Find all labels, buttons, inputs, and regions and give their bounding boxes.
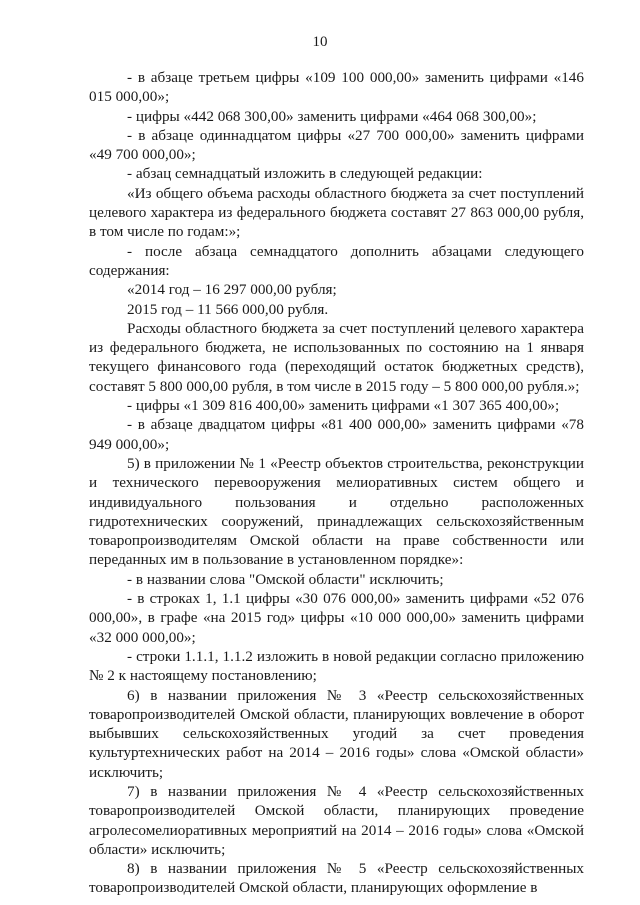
paragraph: - после абзаца семнадцатого дополнить абзацами следующего содержания: [89,242,584,279]
paragraph: 6) в названии приложения № 3 «Реестр сельскохозяйственных товаропроизводителей Омской области, планирующих вовлечение в оборот выбывших сельскохозяйственных угодий за счет проведения культуртехнических работ на 2014 – 2016 годы» слова «Омской области» исключить; [89,686,584,781]
paragraph: - в названии слова "Омской области" исключить; [127,570,444,588]
paragraph: - цифры «1 309 816 400,00» заменить цифрами «1 307 365 400,00»; [127,397,560,415]
paragraph: «2014 год – 16 297 000,00 рубля; [127,281,337,299]
paragraph: - в абзаце двадцатом цифры «81 400 000,00» заменить цифрами «78 949 000,00»; [89,416,584,453]
page-number: 10 [312,34,328,50]
paragraph: - в абзаце третьем цифры «109 100 000,00» заменить цифрами «146 015 000,00»; [89,69,584,106]
paragraph: 2015 год – 11 566 000,00 рубля. [127,300,329,318]
paragraph: 8) в названии приложения № 5 «Реестр сельскохозяйственных товаропроизводителей Омской области, планирующих оформление в [89,860,584,897]
paragraph: 5) в приложении № 1 «Реестр объектов строительства, реконструкции и технического перевооружения мелиоративных систем общего и индивидуального пользования и отдельно расположенных гидротехнических сооружений, принадлежащих сельскохозяйственным товаропроизводителям Омской области на праве собственности или переданных им в пользование в установленном порядке»: [89,454,584,569]
paragraph: 7) в названии приложения № 4 «Реестр сельскохозяйственных товаропроизводителей Омской области, планирующих проведение агролесомелиоративных мероприятий на 2014 – 2016 годы» слова «Омской области» исключить; [89,782,584,858]
paragraph: Расходы областного бюджета за счет поступлений целевого характера из федерального бюджета, не использованных по состоянию на 1 января текущего финансового года (переходящий остаток бюджетных средств), составят 5 800 000,00 рубля, в том числе в 2015 году – 5 800 000,00 рубля.»; [89,319,584,395]
paragraph: - в строках 1, 1.1 цифры «30 076 000,00» заменить цифрами «52 076 000,00», в графе «на 2015 год» цифры «10 000 000,00» заменить цифрами «32 000 000,00»; [89,590,584,646]
paragraph: - строки 1.1.1, 1.1.2 изложить в новой редакции согласно приложению № 2 к настоящему постановлению; [89,647,584,685]
paragraph: - цифры «442 068 300,00» заменить цифрами «464 068 300,00»; [127,107,537,125]
document-body [89,68,584,898]
paragraph: «Из общего объема расходы областного бюджета за счет поступлений целевого характера из федерального бюджета составят 27 863 000,00 рубля, в том числе по годам:»; [89,184,584,241]
paragraph: - абзац семнадцатый изложить в следующей редакции: [127,165,483,183]
paragraph: - в абзаце одиннадцатом цифры «27 700 000,00» заменить цифрами «49 700 000,00»; [89,126,584,164]
